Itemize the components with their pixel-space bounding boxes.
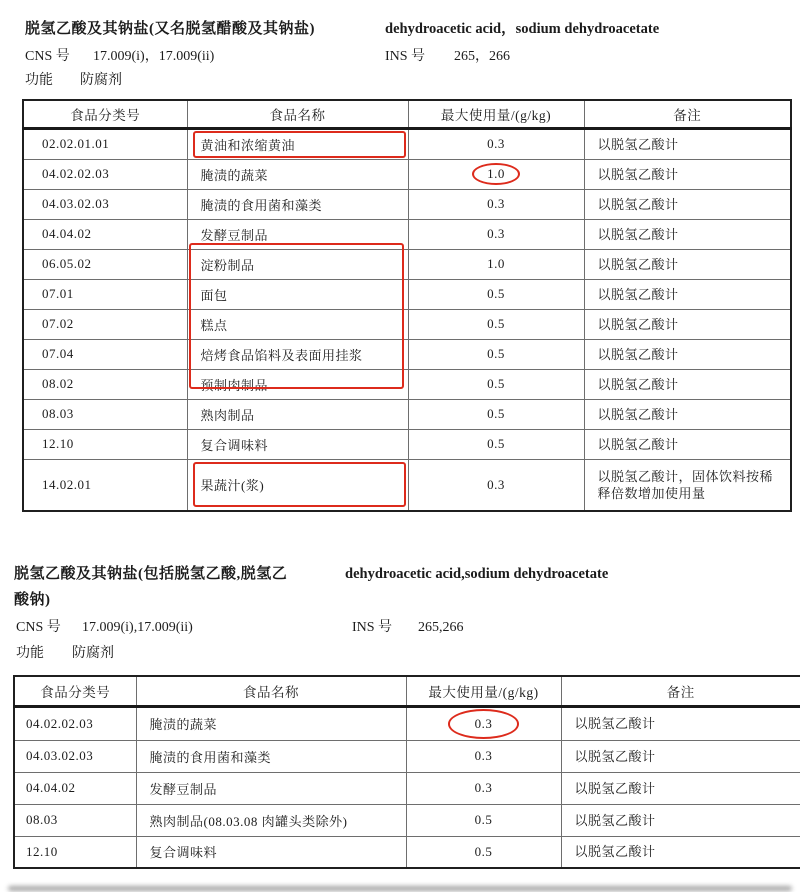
section1-title-zh: 脱氢乙酸及其钠盐(又名脱氢醋酸及其钠盐) xyxy=(25,21,315,37)
cell-text: 0.5 xyxy=(487,376,505,391)
food-name-cell xyxy=(136,772,406,804)
column-header: 最大使用量/(g/kg) xyxy=(406,676,561,706)
cell-text: 08.03 xyxy=(26,812,58,827)
usage-table-2-grid xyxy=(13,675,800,869)
food-name-cell xyxy=(136,804,406,836)
max-usage-cell xyxy=(406,772,561,804)
cell-text: 04.03.02.03 xyxy=(42,196,110,211)
max-usage-cell xyxy=(408,459,584,511)
max-usage-cell xyxy=(408,279,584,309)
remark-cell xyxy=(584,159,791,189)
cell-text: 以脱氢乙酸计 xyxy=(574,748,656,764)
food-name-cell xyxy=(136,836,406,868)
remark-cell xyxy=(584,399,791,429)
cell-text: 0.3 xyxy=(474,748,493,763)
food-category-code-cell xyxy=(14,740,136,772)
table-row xyxy=(23,399,791,429)
food-category-code-cell xyxy=(23,279,187,309)
cell-text: 0.5 xyxy=(487,316,505,331)
cell-text: 04.04.02 xyxy=(26,780,76,795)
column-header: 最大使用量/(g/kg) xyxy=(408,100,584,128)
cell-text: 以脱氢乙酸计 xyxy=(597,346,679,362)
food-name-cell xyxy=(187,189,408,219)
food-name-cell xyxy=(187,249,408,279)
food-category-code-cell xyxy=(14,706,136,740)
table-row xyxy=(14,706,800,740)
section2-function-label: 功能 xyxy=(16,646,44,661)
usage-table-2 xyxy=(13,675,800,869)
food-name-cell xyxy=(187,128,408,159)
cell-text: 1.0 xyxy=(487,256,505,271)
section1-function-value: 防腐剂 xyxy=(80,73,122,88)
section2-title-en: dehydroacetic acid,sodium dehydroacetate xyxy=(345,566,609,582)
remark-cell xyxy=(584,219,791,249)
table-row xyxy=(23,189,791,219)
cell-text: 以脱氢乙酸计 xyxy=(574,780,656,796)
max-usage-cell xyxy=(406,706,561,740)
cell-text: 0.5 xyxy=(487,436,505,451)
cell-text: 0.3 xyxy=(487,136,505,151)
highlight-ellipse: 1.0 xyxy=(472,163,520,185)
max-usage-cell xyxy=(408,219,584,249)
cell-text: 以脱氢乙酸计 xyxy=(597,286,679,302)
cell-text: 以脱氢乙酸计 xyxy=(574,844,656,860)
section2-title-zh-line2: 酸钠) xyxy=(14,592,51,608)
cell-text: 以脱氢乙酸计 xyxy=(597,316,679,332)
max-usage-cell xyxy=(408,159,584,189)
table-row xyxy=(23,219,791,249)
cell-text: 腌渍的蔬菜 xyxy=(149,717,218,732)
cell-text: 熟肉制品 xyxy=(200,407,255,423)
cell-text: 以脱氢乙酸计 xyxy=(597,436,679,452)
max-usage-cell xyxy=(408,369,584,399)
cell-text: 以脱氢乙酸计 xyxy=(597,166,679,182)
cell-text: 0.3 xyxy=(487,476,505,492)
cell-text: 12.10 xyxy=(42,436,74,451)
cell-text: 复合调味料 xyxy=(149,845,218,861)
cell-text: 0.3 xyxy=(474,780,493,795)
food-category-code-cell xyxy=(14,804,136,836)
cell-text: 0.5 xyxy=(487,346,505,361)
usage-table-1 xyxy=(22,99,790,512)
food-category-code-cell xyxy=(23,369,187,399)
remark-cell xyxy=(584,429,791,459)
cell-text: 04.03.02.03 xyxy=(26,748,94,763)
table-row xyxy=(23,339,791,369)
highlight-box: 果蔬汁(浆) xyxy=(193,462,406,507)
food-name-cell xyxy=(187,309,408,339)
cell-text: 0.5 xyxy=(487,286,505,301)
column-header: 备注 xyxy=(561,676,800,706)
food-category-code-cell xyxy=(23,219,187,249)
section2-cns-value: 17.009(i),17.009(ii) xyxy=(82,620,193,635)
section1-cns-label: CNS 号 xyxy=(25,49,70,64)
table-row xyxy=(14,740,800,772)
table-row xyxy=(14,804,800,836)
cell-text: 以脱氢乙酸计 xyxy=(597,136,679,152)
table-row xyxy=(23,279,791,309)
cell-text: 以脱氢乙酸计 xyxy=(597,406,679,422)
food-name-cell xyxy=(136,706,406,740)
cell-text: 04.02.02.03 xyxy=(26,715,94,731)
table-row xyxy=(23,128,791,159)
remark-cell xyxy=(584,189,791,219)
cell-text: 复合调味料 xyxy=(200,437,269,453)
food-name-cell xyxy=(187,369,408,399)
cell-text: 糕点 xyxy=(200,317,228,333)
cell-text: 腌渍的蔬菜 xyxy=(200,167,269,183)
cell-text: 0.3 xyxy=(487,226,505,241)
cell-text: 06.05.02 xyxy=(42,256,92,271)
section2-ins-label: INS 号 xyxy=(352,620,393,635)
cell-text: 07.04 xyxy=(42,346,74,361)
remark-cell xyxy=(584,249,791,279)
cell-text: 发酵豆制品 xyxy=(200,227,269,243)
cell-text: 07.01 xyxy=(42,286,74,301)
cell-text: 面包 xyxy=(200,287,228,303)
remark-cell xyxy=(561,706,800,740)
max-usage-cell xyxy=(408,429,584,459)
remark-cell xyxy=(584,309,791,339)
cell-text: 0.3 xyxy=(487,196,505,211)
food-category-code-cell xyxy=(23,429,187,459)
food-name-cell xyxy=(187,429,408,459)
cell-text: 发酵豆制品 xyxy=(149,781,218,797)
food-name-cell xyxy=(187,159,408,189)
food-category-code-cell xyxy=(14,836,136,868)
remark-cell xyxy=(561,772,800,804)
food-category-code-cell xyxy=(23,339,187,369)
cell-text: 以脱氢乙酸计 xyxy=(597,256,679,272)
food-name-cell xyxy=(187,339,408,369)
max-usage-cell xyxy=(408,399,584,429)
food-name-cell xyxy=(187,459,408,511)
section1-title-en: dehydroacetic acid，sodium dehydroacetate xyxy=(385,21,660,37)
table-row xyxy=(23,369,791,399)
section2-title-zh-line1: 脱氢乙酸及其钠盐(包括脱氢乙酸,脱氢乙 xyxy=(14,566,288,582)
cell-text: 以脱氢乙酸计 xyxy=(574,812,656,828)
column-header: 食品名称 xyxy=(187,100,408,128)
column-header: 食品分类号 xyxy=(23,100,187,128)
remark-cell xyxy=(584,459,791,511)
remark-cell xyxy=(584,369,791,399)
cell-text: 腌渍的食用菌和藻类 xyxy=(200,197,323,213)
section1-cns-value: 17.009(i)，17.009(ii) xyxy=(93,49,215,64)
column-header: 备注 xyxy=(584,100,791,128)
section1-function-label: 功能 xyxy=(25,73,53,88)
max-usage-cell xyxy=(406,804,561,836)
table-row xyxy=(23,159,791,189)
food-category-code-cell xyxy=(23,159,187,189)
cell-text: 0.5 xyxy=(474,843,493,859)
table-row xyxy=(14,836,800,868)
page-bottom-artifact xyxy=(8,886,792,891)
section2-function-value: 防腐剂 xyxy=(72,646,114,661)
remark-cell xyxy=(561,836,800,868)
remark-cell xyxy=(584,279,791,309)
table-header-row xyxy=(14,676,800,706)
column-header: 食品名称 xyxy=(136,676,406,706)
table-row xyxy=(23,249,791,279)
max-usage-cell xyxy=(408,249,584,279)
cell-text: 以脱氢乙酸计 xyxy=(597,376,679,392)
cell-text: 12.10 xyxy=(26,843,58,859)
max-usage-cell xyxy=(408,189,584,219)
section2-cns-label: CNS 号 xyxy=(16,620,61,635)
cell-text: 08.03 xyxy=(42,406,74,421)
table-header-row xyxy=(23,100,791,128)
section2-header xyxy=(14,565,796,667)
section1-ins-value: 265，266 xyxy=(454,49,510,64)
table-row xyxy=(14,772,800,804)
remark-cell xyxy=(561,740,800,772)
cell-text: 02.02.01.01 xyxy=(42,136,110,151)
cell-text: 腌渍的食用菌和藻类 xyxy=(149,749,272,765)
max-usage-cell xyxy=(406,740,561,772)
food-category-code-cell xyxy=(23,128,187,159)
cell-text: 预制肉制品 xyxy=(200,377,269,393)
cell-text: 以脱氢乙酸计，固体饮料按稀释倍数增加使用量 xyxy=(597,468,774,501)
food-category-code-cell xyxy=(23,399,187,429)
table-row xyxy=(23,459,791,511)
table-row xyxy=(23,309,791,339)
highlight-box: 黄油和浓缩黄油 xyxy=(193,131,406,158)
cell-text: 以脱氢乙酸计 xyxy=(574,716,656,731)
max-usage-cell xyxy=(408,309,584,339)
cell-text: 熟肉制品(08.03.08 肉罐头类除外) xyxy=(149,813,348,829)
food-category-code-cell xyxy=(23,189,187,219)
max-usage-cell xyxy=(408,339,584,369)
food-name-cell xyxy=(136,740,406,772)
section1-ins-label: INS 号 xyxy=(385,49,426,64)
section2-ins-value: 265,266 xyxy=(418,620,464,635)
food-name-cell xyxy=(187,219,408,249)
cell-text: 08.02 xyxy=(42,376,74,391)
table-row xyxy=(23,429,791,459)
max-usage-cell xyxy=(406,836,561,868)
remark-cell xyxy=(561,804,800,836)
cell-text: 14.02.01 xyxy=(42,476,92,492)
food-name-cell xyxy=(187,279,408,309)
food-name-cell xyxy=(187,399,408,429)
usage-table-1-grid xyxy=(22,99,792,512)
cell-text: 焙烤食品馅料及表面用挂浆 xyxy=(200,347,363,363)
cell-text: 淀粉制品 xyxy=(200,257,255,273)
highlight-ellipse: 0.3 xyxy=(448,709,520,739)
cell-text: 以脱氢乙酸计 xyxy=(597,226,679,242)
food-category-code-cell xyxy=(23,309,187,339)
section1-header xyxy=(25,20,795,94)
cell-text: 04.04.02 xyxy=(42,226,92,241)
food-category-code-cell xyxy=(23,459,187,511)
food-category-code-cell xyxy=(23,249,187,279)
remark-cell xyxy=(584,339,791,369)
cell-text: 以脱氢乙酸计 xyxy=(597,196,679,212)
cell-text: 07.02 xyxy=(42,316,74,331)
remark-cell xyxy=(584,128,791,159)
cell-text: 04.02.02.03 xyxy=(42,166,110,181)
max-usage-cell xyxy=(408,128,584,159)
cell-text: 0.5 xyxy=(474,812,493,827)
column-header: 食品分类号 xyxy=(14,676,136,706)
cell-text: 0.5 xyxy=(487,406,505,421)
food-category-code-cell xyxy=(14,772,136,804)
